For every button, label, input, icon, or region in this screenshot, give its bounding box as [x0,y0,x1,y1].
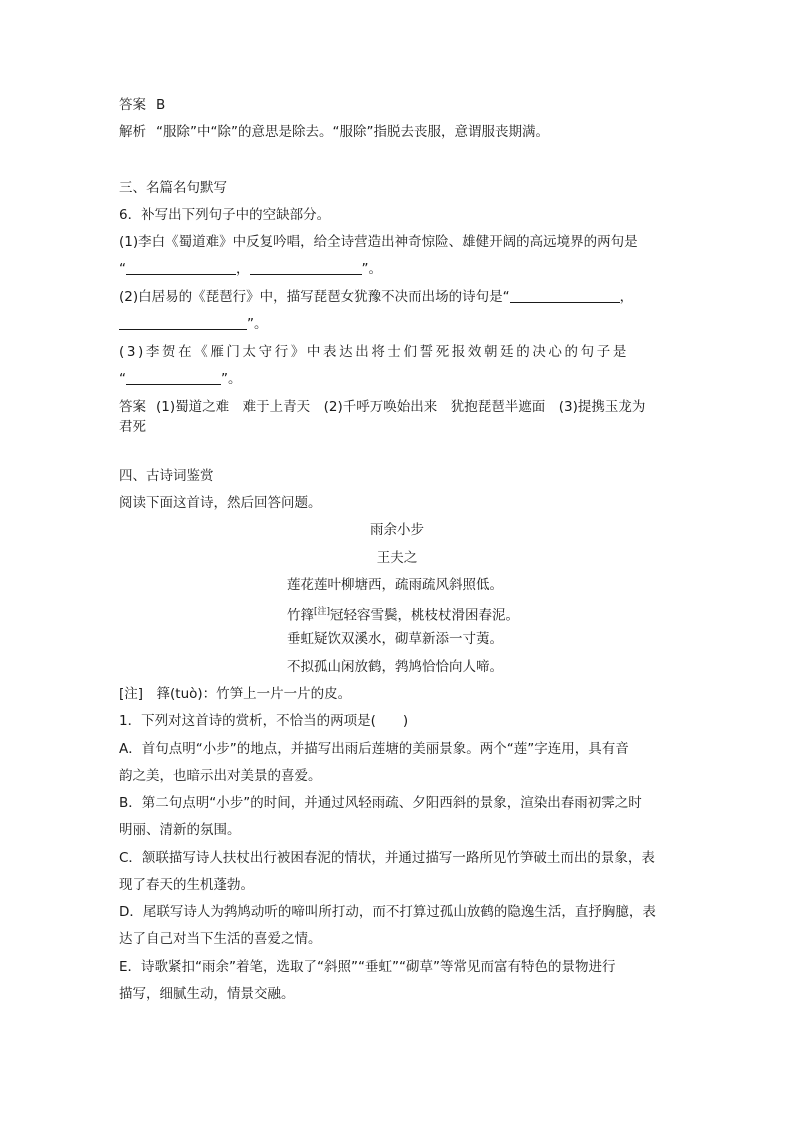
answer-value: B [156,97,166,113]
comma: ， [619,289,634,305]
close-quote: ”。 [221,371,242,387]
poem-line-2-start: 竹箨 [287,607,314,624]
answer-blank[interactable] [119,315,247,330]
section4-intro: 阅读下面这首诗，然后回答问题。 [119,495,322,511]
poem-note: [注] 箨(tuò)：竹笋上一片一片的皮。 [119,686,352,702]
q6-item1-line1: (1)李白《蜀道难》中反复吟唱，给全诗营造出神奇惊险、雄健开阔的高远境界的两句是 [119,234,638,250]
q1-stem: 1．下列对这首诗的赏析，不恰当的两项是( ) [119,713,409,729]
option-e-line2[interactable]: 描写，细腻生动，情景交融。 [119,986,295,1002]
option-e-line1[interactable]: E．诗歌紧扣“雨余”着笔，选取了“斜照”“垂虹”“砌草”等常见而富有特色的景物进行 [119,959,616,975]
option-c-line2[interactable]: 现了春天的生机蓬勃。 [119,877,254,893]
q6-item2-line2 [119,314,268,334]
comma: ， [236,261,250,277]
poem-title: 雨余小步 [370,522,424,538]
section4-heading: 四、古诗词鉴赏 [119,468,214,484]
option-c-line1[interactable]: C．颔联描写诗人扶杖出行被困春泥的情状，并通过描写一路所见竹笋破土而出的景象，表 [119,850,655,866]
open-quote: “ [119,371,126,387]
answer-blank[interactable] [126,260,236,275]
section3-heading: 三、名篇名句默写 [119,180,227,196]
poem-author: 王夫之 [376,550,418,566]
q6-item3-line2 [119,369,242,389]
analysis-label: 解析 [119,124,146,140]
q6-item3-line1: (3)李贺在《雁门太守行》中表达出将士们誓死报效朝廷的决心的句子是 [119,344,629,360]
option-d-line1[interactable]: D．尾联写诗人为鹁鸠动听的啼叫所打动，而不打算过孤山放鹤的隐逸生活，直抒胸臆，表 [119,904,656,920]
option-b-line2[interactable]: 明丽、清新的氛围。 [119,822,241,838]
q6-item2-text: (2)白居易的《琵琶行》中，描写琵琶女犹豫不决而出场的诗句是“ [119,289,510,305]
q6-title: 6．补写出下列句子中的空缺部分。 [119,207,331,223]
q6-item2-line1 [119,287,633,307]
section3-answer-line2: 君死 [119,419,146,435]
answer-b-line [119,95,165,115]
analysis-text: “服除”中“除”的意思是除去。“服除”指脱去丧服，意谓服丧期满。 [156,124,549,140]
option-d-line2[interactable]: 达了自己对当下生活的喜爱之情。 [119,931,322,947]
answer-label: 答案 [119,97,146,113]
answer-blank[interactable] [250,260,362,275]
section3-answer-line1 [119,397,645,417]
close-quote: ”。 [361,261,382,277]
section3-answer-text: (1)蜀道之难 难于上青天 (2)千呼万唤始出来 犹抱琵琶半遮面 (3)提携玉龙为 [156,399,646,415]
option-b-line1[interactable]: B．第二句点明“小步”的时间，并通过风轻雨疏、夕阳西斜的景象，渲染出春雨初霁之时 [119,795,642,811]
note-marker: [注] [314,607,331,617]
q6-item1-line2 [119,259,382,279]
poem-line-1: 莲花莲叶柳塘西，疏雨疏风斜照低。 [287,577,503,593]
option-a-line2[interactable]: 韵之美，也暗示出对美景的喜爱。 [119,768,322,784]
option-a-line1[interactable]: A．首句点明“小步”的地点，并描写出雨后莲塘的美丽景象。两个“莲”字连用，具有音 [119,741,629,757]
analysis-line [119,122,549,142]
poem-line-4: 不拟孤山闲放鹤，鹁鸠恰恰向人啼。 [287,659,503,675]
poem-line-3: 垂虹疑饮双溪水，砌草新添一寸荑。 [287,631,503,647]
answer-label: 答案 [119,399,146,415]
poem-line-2 [287,602,519,626]
answer-blank[interactable] [510,288,620,303]
poem-line-2-end: 冠轻容雪鬓，桃枝杖滑困春泥。 [330,607,520,624]
answer-blank[interactable] [126,370,221,385]
open-quote: “ [119,261,126,277]
close-quote: ”。 [247,316,268,332]
